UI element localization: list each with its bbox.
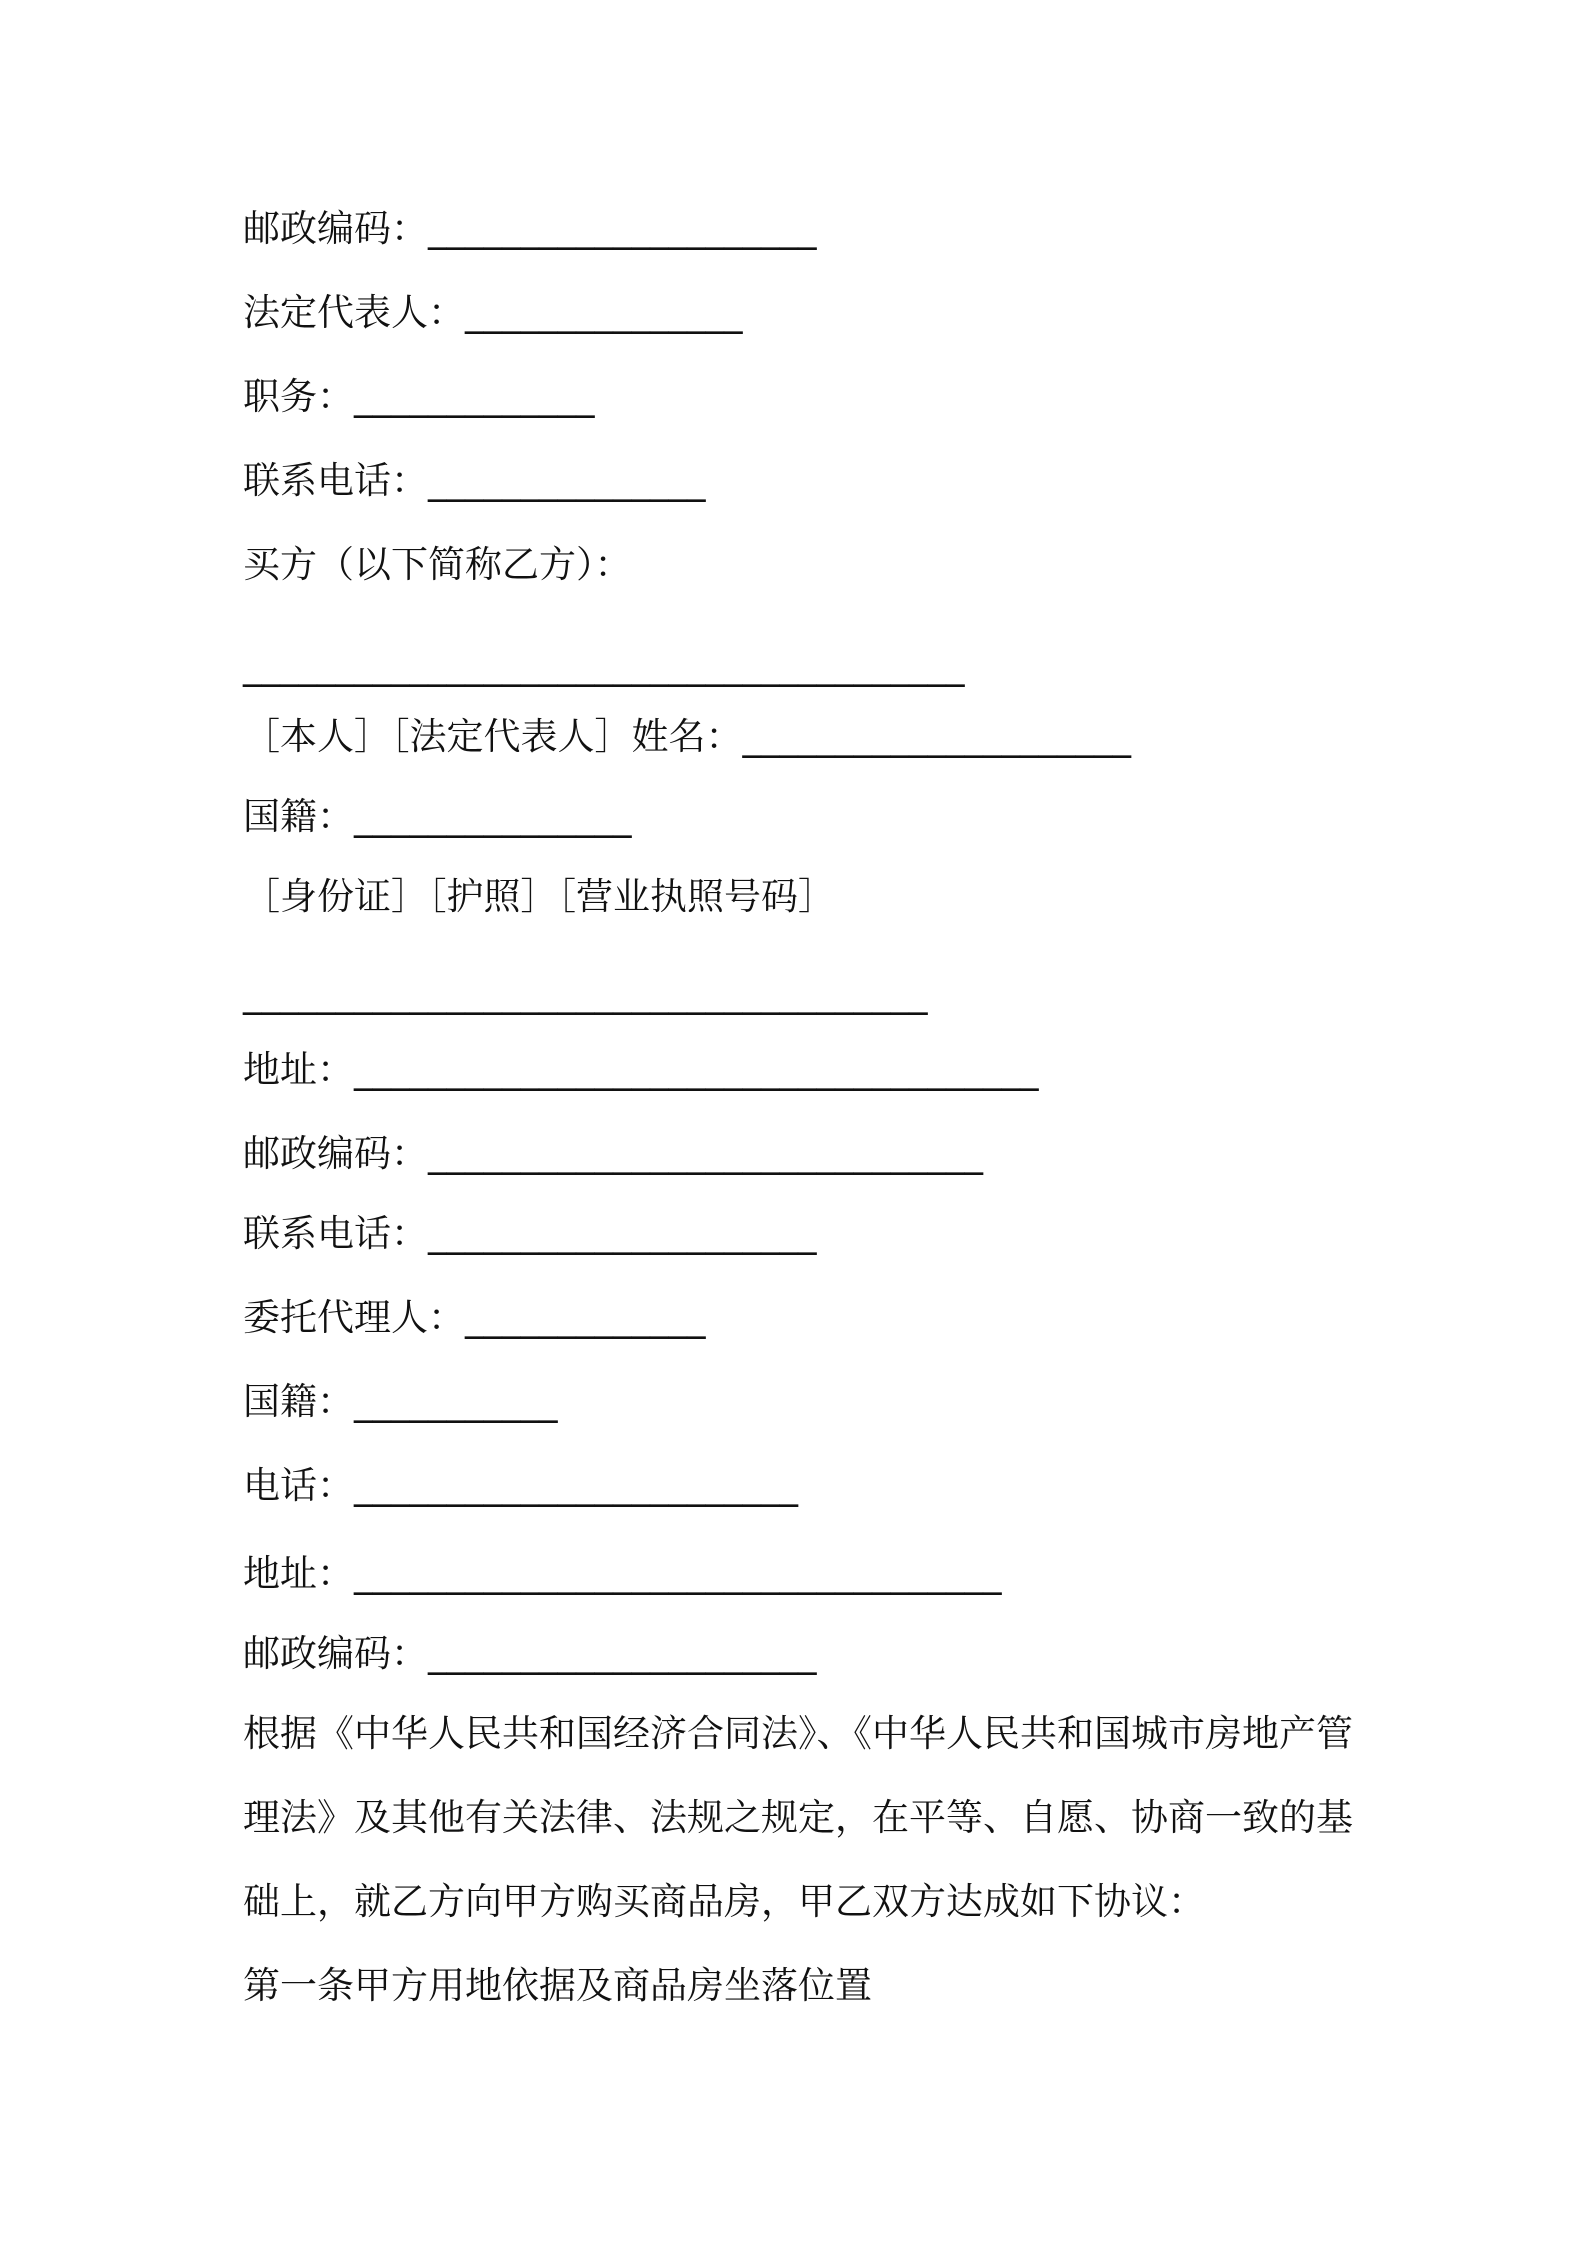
preamble-line-3: 础上，就乙方向甲方购买商品房，甲乙双方达成如下协议： <box>243 1880 1205 1923</box>
buyer-nationality-field: 国籍：_______________ <box>243 795 632 838</box>
agent-address-field: 地址：___________________________________ <box>243 1552 1002 1595</box>
buyer-phone-field: 联系电话：_____________________ <box>243 1212 817 1255</box>
buyer-name-blank: _______________________________________ <box>243 644 965 687</box>
agent-phone-field: 电话：________________________ <box>243 1464 798 1507</box>
seller-postal-code-field: 邮政编码：_____________________ <box>243 207 817 250</box>
buyer-heading: 买方（以下简称乙方）： <box>243 543 632 586</box>
preamble-line-2: 理法》及其他有关法律、法规之规定，在平等、自愿、协商一致的基 <box>243 1796 1353 1839</box>
seller-legal-representative-field: 法定代表人：_______________ <box>243 291 743 334</box>
article-one-heading: 第一条甲方用地依据及商品房坐落位置 <box>243 1964 872 2007</box>
agent-nationality-field: 国籍：___________ <box>243 1380 558 1423</box>
agent-name-field: 委托代理人：_____________ <box>243 1296 706 1339</box>
buyer-postal-code-field: 邮政编码：______________________________ <box>243 1132 983 1175</box>
buyer-id-type-label: ［身份证］［护照］［营业执照号码］ <box>243 875 835 918</box>
preamble-line-1: 根据《中华人民共和国经济合同法》、《中华人民共和国城市房地产管 <box>243 1712 1353 1755</box>
seller-position-field: 职务：_____________ <box>243 375 595 418</box>
buyer-address-field: 地址：_____________________________________ <box>243 1048 1039 1091</box>
seller-phone-field: 联系电话：_______________ <box>243 459 706 502</box>
buyer-id-number-blank: _____________________________________ <box>243 972 928 1015</box>
buyer-person-name-field: ［本人］［法定代表人］姓名：_____________________ <box>243 715 1131 758</box>
agent-postal-code-field: 邮政编码：_____________________ <box>243 1632 817 1675</box>
